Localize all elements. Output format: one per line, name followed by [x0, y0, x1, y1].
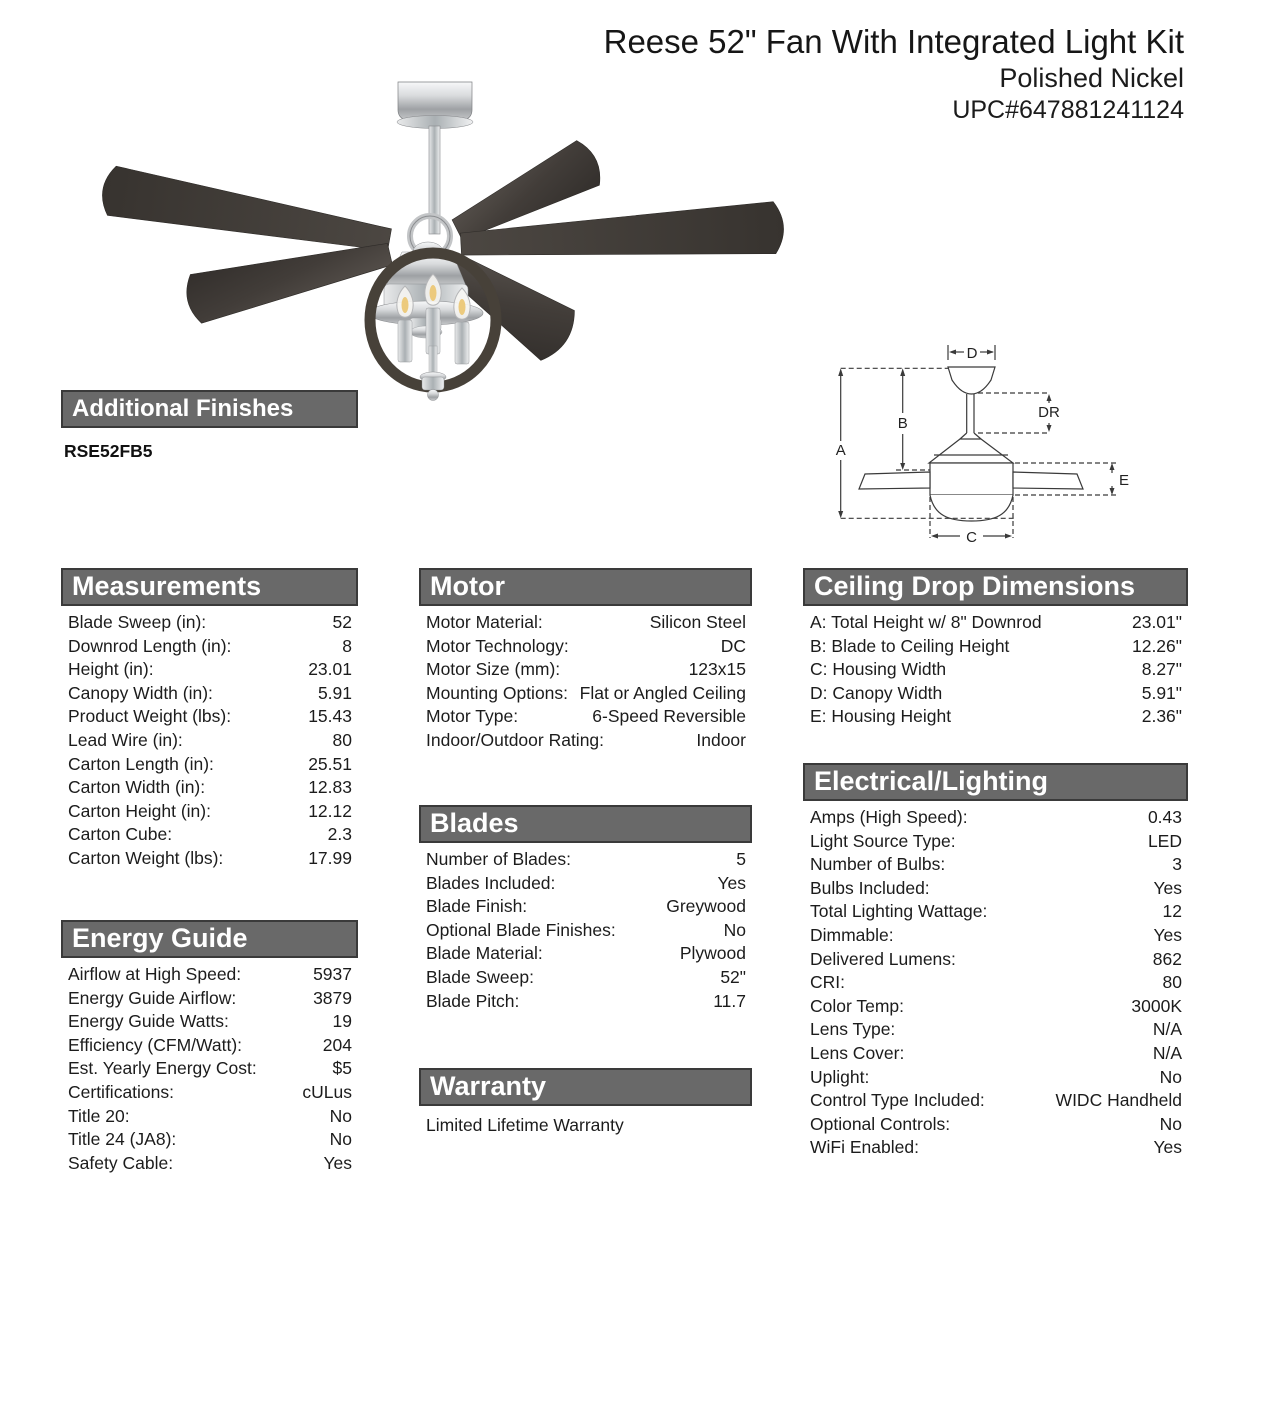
blades-header: Blades [419, 805, 752, 843]
diagram-label-b: B [897, 415, 908, 432]
diagram-label-d: D [966, 345, 978, 362]
spec-row [803, 1018, 1188, 1042]
spec-value: 3879 [313, 987, 352, 1008]
spec-value: WIDC Handheld [1055, 1090, 1182, 1111]
spec-row [803, 611, 1188, 635]
spec-row [803, 877, 1188, 901]
spec-value: 12.26" [1131, 635, 1182, 656]
spec-value: 52 [332, 612, 352, 632]
spec-label: Safety Cable: [68, 1152, 174, 1173]
spec-value: 23.01" [1131, 612, 1182, 632]
spec-row [61, 1034, 358, 1058]
spec-label: Optional Blade Finishes: [426, 919, 616, 940]
spec-value: No [329, 1129, 352, 1150]
energy-guide-rows [61, 963, 358, 1175]
spec-value: No [723, 919, 746, 940]
spec-row [61, 1010, 358, 1034]
spec-value: Silicon Steel [649, 612, 746, 632]
spec-row [803, 853, 1188, 877]
spec-row [803, 1136, 1188, 1160]
spec-value: 5 [736, 849, 746, 869]
spec-value: 25.51 [308, 753, 352, 774]
spec-value: 3000K [1131, 995, 1182, 1016]
spec-label: Carton Width (in): [68, 777, 206, 798]
measurements-header: Measurements [61, 568, 358, 606]
spec-row [419, 682, 752, 706]
spec-label: Motor Size (mm): [426, 659, 561, 680]
spec-label: Optional Controls: [810, 1113, 951, 1134]
spec-row [61, 635, 358, 659]
electrical-lighting-rows [803, 806, 1188, 1160]
additional-finishes-header: Additional Finishes [61, 390, 358, 428]
spec-value: Indoor [696, 729, 746, 750]
spec-label: Blade Material: [426, 943, 543, 964]
spec-row [61, 682, 358, 706]
spec-value: 5.91" [1141, 682, 1182, 703]
spec-label: Energy Guide Watts: [68, 1011, 229, 1032]
spec-label: Indoor/Outdoor Rating: [426, 729, 605, 750]
spec-label: Efficiency (CFM/Watt): [68, 1034, 243, 1055]
spec-row [61, 1105, 358, 1129]
spec-label: Light Source Type: [810, 830, 956, 851]
spec-label: Lead Wire (in): [68, 729, 183, 750]
spec-value: No [329, 1105, 352, 1126]
spec-value: 5937 [313, 964, 352, 984]
spec-value: 8.27" [1141, 659, 1182, 680]
spec-value: cULus [302, 1081, 352, 1102]
measurements-rows [61, 611, 358, 871]
spec-value: 15.43 [308, 706, 352, 727]
blades-rows [419, 848, 752, 1013]
spec-row [61, 823, 358, 847]
spec-row [803, 971, 1188, 995]
spec-label: Blade Sweep: [426, 966, 534, 987]
spec-row [419, 729, 752, 753]
spec-label: Canopy Width (in): [68, 682, 213, 703]
spec-label: Blade Finish: [426, 896, 528, 917]
spec-value: 204 [322, 1034, 352, 1055]
energy-guide-header: Energy Guide [61, 920, 358, 958]
spec-label: Motor Type: [426, 706, 519, 727]
spec-value: 19 [332, 1011, 352, 1032]
spec-row [419, 705, 752, 729]
spec-row [419, 635, 752, 659]
spec-value: 11.7 [713, 990, 746, 1011]
warranty-header: Warranty [419, 1068, 752, 1106]
section-ceiling-drop [803, 568, 1188, 729]
spec-row [803, 924, 1188, 948]
spec-value: 0.43 [1147, 807, 1182, 827]
spec-value: 12.12 [308, 800, 352, 821]
spec-label: Motor Material: [426, 612, 543, 632]
spec-label: B: Blade to Ceiling Height [810, 635, 1010, 656]
spec-value: 23.01 [308, 659, 352, 680]
spec-row [419, 872, 752, 896]
spec-label: Blades Included: [426, 872, 556, 893]
spec-row [803, 1066, 1188, 1090]
spec-label: Product Weight (lbs): [68, 706, 232, 727]
spec-row [419, 611, 752, 635]
spec-label: Certifications: [68, 1081, 175, 1102]
spec-label: Motor Technology: [426, 635, 569, 656]
spec-row [803, 705, 1188, 729]
spec-row [803, 948, 1188, 972]
spec-label: CRI: [810, 972, 845, 993]
spec-label: Carton Cube: [68, 824, 173, 845]
spec-value: 17.99 [308, 847, 352, 868]
spec-row [803, 1042, 1188, 1066]
spec-value: 2.36" [1141, 706, 1182, 727]
spec-label: Carton Weight (lbs): [68, 847, 224, 868]
spec-row [803, 1089, 1188, 1113]
warranty-text: Limited Lifetime Warranty [426, 1115, 624, 1135]
spec-row [803, 635, 1188, 659]
spec-value: No [1159, 1066, 1182, 1087]
spec-value: N/A [1152, 1042, 1182, 1063]
spec-label: E: Housing Height [810, 706, 952, 727]
motor-rows [419, 611, 752, 753]
spec-value: 2.3 [327, 824, 352, 845]
spec-label: Total Lighting Wattage: [810, 901, 988, 922]
spec-label: Bulbs Included: [810, 877, 930, 898]
spec-row [419, 848, 752, 872]
spec-label: Title 24 (JA8): [68, 1129, 177, 1150]
spec-value: N/A [1152, 1019, 1182, 1040]
spec-row [61, 658, 358, 682]
spec-value: No [1159, 1113, 1182, 1134]
spec-row [419, 919, 752, 943]
spec-row [61, 987, 358, 1011]
spec-label: Energy Guide Airflow: [68, 987, 237, 1008]
product-finish: Polished Nickel [999, 63, 1184, 93]
spec-value: Plywood [679, 943, 746, 964]
spec-row [803, 682, 1188, 706]
section-blades [419, 805, 752, 1013]
spec-value: Yes [1153, 877, 1182, 898]
spec-row [803, 995, 1188, 1019]
electrical-lighting-header: Electrical/Lighting [803, 763, 1188, 801]
spec-value: 862 [1152, 948, 1182, 969]
spec-row [419, 895, 752, 919]
spec-row [61, 1128, 358, 1152]
spec-value: 12 [1162, 901, 1182, 922]
spec-label: Uplight: [810, 1066, 870, 1087]
spec-label: Lens Cover: [810, 1042, 905, 1063]
spec-label: WiFi Enabled: [810, 1137, 919, 1158]
spec-row [803, 1113, 1188, 1137]
spec-row [419, 658, 752, 682]
spec-row [61, 776, 358, 800]
spec-row [61, 705, 358, 729]
section-warranty [419, 1068, 752, 1137]
spec-value: 52" [720, 966, 746, 987]
spec-label: Blade Sweep (in): [68, 612, 207, 632]
spec-label: Est. Yearly Energy Cost: [68, 1058, 257, 1079]
diagram-label-dr: DR [1038, 404, 1060, 421]
spec-value: Yes [1153, 1137, 1182, 1158]
spec-row [419, 990, 752, 1014]
spec-value: 6-Speed Reversible [592, 706, 746, 727]
spec-label: Carton Length (in): [68, 753, 214, 774]
spec-label: Mounting Options: [426, 682, 569, 703]
spec-label: Control Type Included: [810, 1090, 985, 1111]
spec-label: Airflow at High Speed: [68, 964, 242, 984]
spec-label: Amps (High Speed): [810, 807, 968, 827]
product-title: Reese 52" Fan With Integrated Light Kit [603, 23, 1184, 60]
ceiling-drop-diagram [828, 333, 1148, 561]
spec-label: Blade Pitch: [426, 990, 520, 1011]
spec-value: Yes [1153, 924, 1182, 945]
spec-label: D: Canopy Width [810, 682, 943, 703]
spec-row [419, 966, 752, 990]
spec-row [803, 658, 1188, 682]
spec-value: 80 [332, 729, 352, 750]
spec-row [61, 729, 358, 753]
spec-row [61, 963, 358, 987]
spec-label: Color Temp: [810, 995, 905, 1016]
spec-label: Dimmable: [810, 924, 894, 945]
spec-row [803, 806, 1188, 830]
spec-label: Downrod Length (in): [68, 635, 232, 656]
product-upc: UPC#647881241124 [952, 96, 1184, 124]
spec-label: Number of Blades: [426, 849, 571, 869]
spec-value: Flat or Angled Ceiling [579, 682, 746, 703]
spec-row [61, 800, 358, 824]
spec-label: Title 20: [68, 1105, 130, 1126]
ceiling-drop-header: Ceiling Drop Dimensions [803, 568, 1188, 606]
spec-value: 80 [1162, 972, 1182, 993]
spec-value: LED [1147, 830, 1182, 851]
spec-value: $5 [332, 1058, 352, 1079]
spec-value: 123x15 [688, 659, 746, 680]
spec-label: Number of Bulbs: [810, 854, 946, 875]
ceiling-drop-rows [803, 611, 1188, 729]
spec-label: Delivered Lumens: [810, 948, 956, 969]
spec-label: A: Total Height w/ 8" Downrod [810, 612, 1042, 632]
spec-value: Greywood [666, 896, 746, 917]
spec-row [61, 1057, 358, 1081]
spec-value: 8 [342, 635, 352, 656]
diagram-label-c: C [966, 529, 977, 546]
diagram-label-e: E [1118, 472, 1130, 489]
spec-value: DC [720, 635, 746, 656]
light-kit-finial [420, 346, 446, 401]
diagram-label-a: A [835, 442, 846, 459]
spec-label: Lens Type: [810, 1019, 896, 1040]
spec-label: C: Housing Width [810, 659, 947, 680]
spec-row [61, 753, 358, 777]
spec-value: 3 [1172, 854, 1182, 875]
spec-row [61, 611, 358, 635]
product-photo-ceiling-fan [88, 64, 820, 410]
model-code: RSE52FB5 [64, 441, 153, 461]
spec-value: 12.83 [308, 777, 352, 798]
spec-row [61, 847, 358, 871]
spec-row [803, 900, 1188, 924]
spec-value: 5.91 [317, 682, 352, 703]
spec-row [803, 830, 1188, 854]
spec-value: Yes [717, 872, 746, 893]
spec-label: Height (in): [68, 659, 154, 680]
spec-label: Carton Height (in): [68, 800, 211, 821]
section-additional-finishes [61, 390, 358, 462]
section-energy-guide [61, 920, 358, 1175]
section-measurements [61, 568, 358, 871]
spec-row [61, 1152, 358, 1176]
spec-row [419, 942, 752, 966]
motor-header: Motor [419, 568, 752, 606]
spec-value: Yes [323, 1152, 352, 1173]
section-motor [419, 568, 752, 753]
section-electrical-lighting [803, 763, 1188, 1160]
spec-row [61, 1081, 358, 1105]
